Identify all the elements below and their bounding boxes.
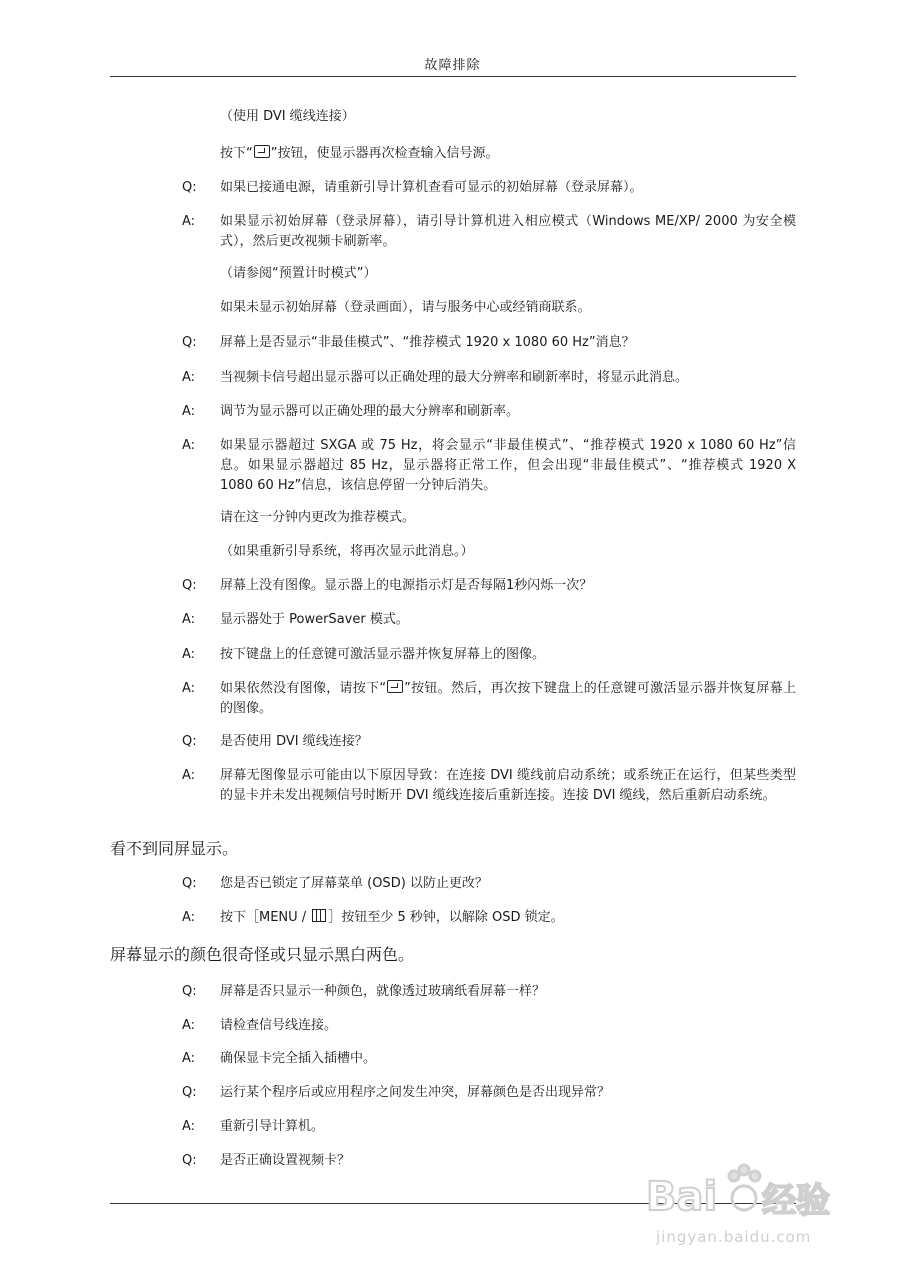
answer-text-part: ”按钮。然后，再次按下键盘上的任意键可激活显示器并恢复屏幕上的图像。: [220, 681, 796, 716]
page-header-title: 故障排除: [424, 58, 481, 73]
reference-note: （请参阅“预置计时模式”）: [220, 266, 377, 281]
q-label: Q:: [182, 335, 197, 350]
section-heading: 看不到同屏显示。: [110, 839, 239, 858]
a-label: A:: [182, 1018, 196, 1033]
a-label: A:: [182, 647, 196, 662]
answer-note: 请在这一分钟内更改为推荐模式。: [220, 510, 416, 525]
section-heading: 屏幕显示的颜色很奇怪或只显示黑白两色。: [110, 945, 415, 964]
a-label: A:: [182, 404, 196, 419]
enter-key-icon: [387, 680, 403, 693]
press-enter-instruction: [220, 144, 499, 164]
q-label: Q:: [182, 876, 197, 891]
contact-note: 如果未显示初始屏幕（登录画面），请与服务中心或经销商联系。: [220, 300, 591, 315]
question-text: 运行某个程序后或应用程序之间发生冲突，屏幕颜色是否出现异常？: [220, 1085, 611, 1100]
a-label: A:: [182, 438, 196, 453]
answer-text: [220, 908, 564, 928]
a-label: A:: [182, 370, 196, 385]
instruction-text: 按下“: [220, 146, 253, 161]
answer-text: 调节为显示器可以正确处理的最大分辨率和刷新率。: [220, 404, 520, 419]
a-label: A:: [182, 214, 196, 229]
answer-note: （如果重新引导系统，将再次显示此消息。）: [220, 544, 474, 559]
answer-text-part: 如果依然没有图像，请按下“: [220, 681, 387, 696]
answer-text-part: 按下［MENU /: [220, 910, 311, 925]
q-label: Q:: [182, 578, 197, 593]
answer-text-part: ］按钮至少 5 秒钟，以解除 OSD 锁定。: [328, 910, 564, 925]
question-text: 屏幕上是否显示“非最佳模式”、“推荐模式 1920 x 1080 60 Hz”消息？: [220, 335, 635, 350]
q-label: Q:: [182, 984, 197, 999]
answer-text: 屏幕无图像显示可能由以下原因导致：在连接 DVI 缆线前启动系统；或系统正在运行，但某些类型的显卡并未发出视频信号时断开 DVI 缆线连接后重新连接。连接 DVI 缆线，然后重新启动系统。: [220, 768, 796, 803]
a-label: A:: [182, 681, 196, 696]
q-label: Q:: [182, 1085, 197, 1100]
question-text: 如果已接通电源，请重新引导计算机查看可显示的初始屏幕（登录屏幕）。: [220, 180, 643, 195]
a-label: A:: [182, 1119, 196, 1134]
enter-key-icon: [254, 145, 270, 158]
header-rule: [110, 76, 796, 77]
a-label: A:: [182, 1051, 196, 1066]
answer-text: 如果显示初始屏幕（登录屏幕），请引导计算机进入相应模式（Windows ME/XP/ 2000 为安全模式），然后更改视频卡刷新率。: [220, 214, 796, 249]
a-label: A:: [182, 612, 196, 627]
q-label: Q:: [182, 734, 197, 749]
instruction-text: ”按钮，使显示器再次检查输入信号源。: [270, 146, 499, 161]
answer-text: 确保显卡完全插入插槽中。: [220, 1051, 377, 1066]
svg-text:Bai: Bai: [646, 1174, 718, 1220]
dvi-connection-note: （使用 DVI 缆线连接）: [220, 109, 355, 124]
question-text: 屏幕上没有图像。显示器上的电源指示灯是否每隔1秒闪烁一次？: [220, 578, 593, 593]
answer-text: [220, 679, 796, 719]
question-text: 您是否已锁定了屏幕菜单 (OSD) 以防止更改？: [220, 876, 488, 891]
question-text: 屏幕是否只显示一种颜色，就像透过玻璃纸看屏幕一样？: [220, 984, 546, 999]
watermark-url: jingyan.baidu.com: [656, 1228, 812, 1246]
a-label: A:: [182, 768, 196, 783]
q-label: Q:: [182, 180, 197, 195]
svg-text:经验: 经验: [762, 1181, 830, 1221]
answer-text: 当视频卡信号超出显示器可以正确处理的最大分辨率和刷新率时，将显示此消息。: [220, 370, 689, 385]
answer-text: 请检查信号线连接。: [220, 1018, 338, 1033]
a-label: A:: [182, 910, 196, 925]
answer-text: 重新引导计算机。: [220, 1119, 325, 1134]
q-label: Q:: [182, 1153, 197, 1168]
answer-text: 按下键盘上的任意键可激活显示器并恢复屏幕上的图像。: [220, 647, 546, 662]
question-text: 是否正确设置视频卡？: [220, 1153, 351, 1168]
answer-text: 如果显示器超过 SXGA 或 75 Hz，将会显示“非最佳模式”、“推荐模式 1920 x 1080 60 Hz”信息。如果显示器超过 85 Hz，显示器将正常工作，但会出现“非最佳模式”、“推荐模式 1920 X 1080 60 Hz”信息，该信息停留一分钟后消失。: [220, 438, 796, 493]
menu-icon: [312, 909, 326, 922]
answer-text: 显示器处于 PowerSaver 模式。: [220, 612, 409, 627]
question-text: 是否使用 DVI 缆线连接？: [220, 734, 368, 749]
